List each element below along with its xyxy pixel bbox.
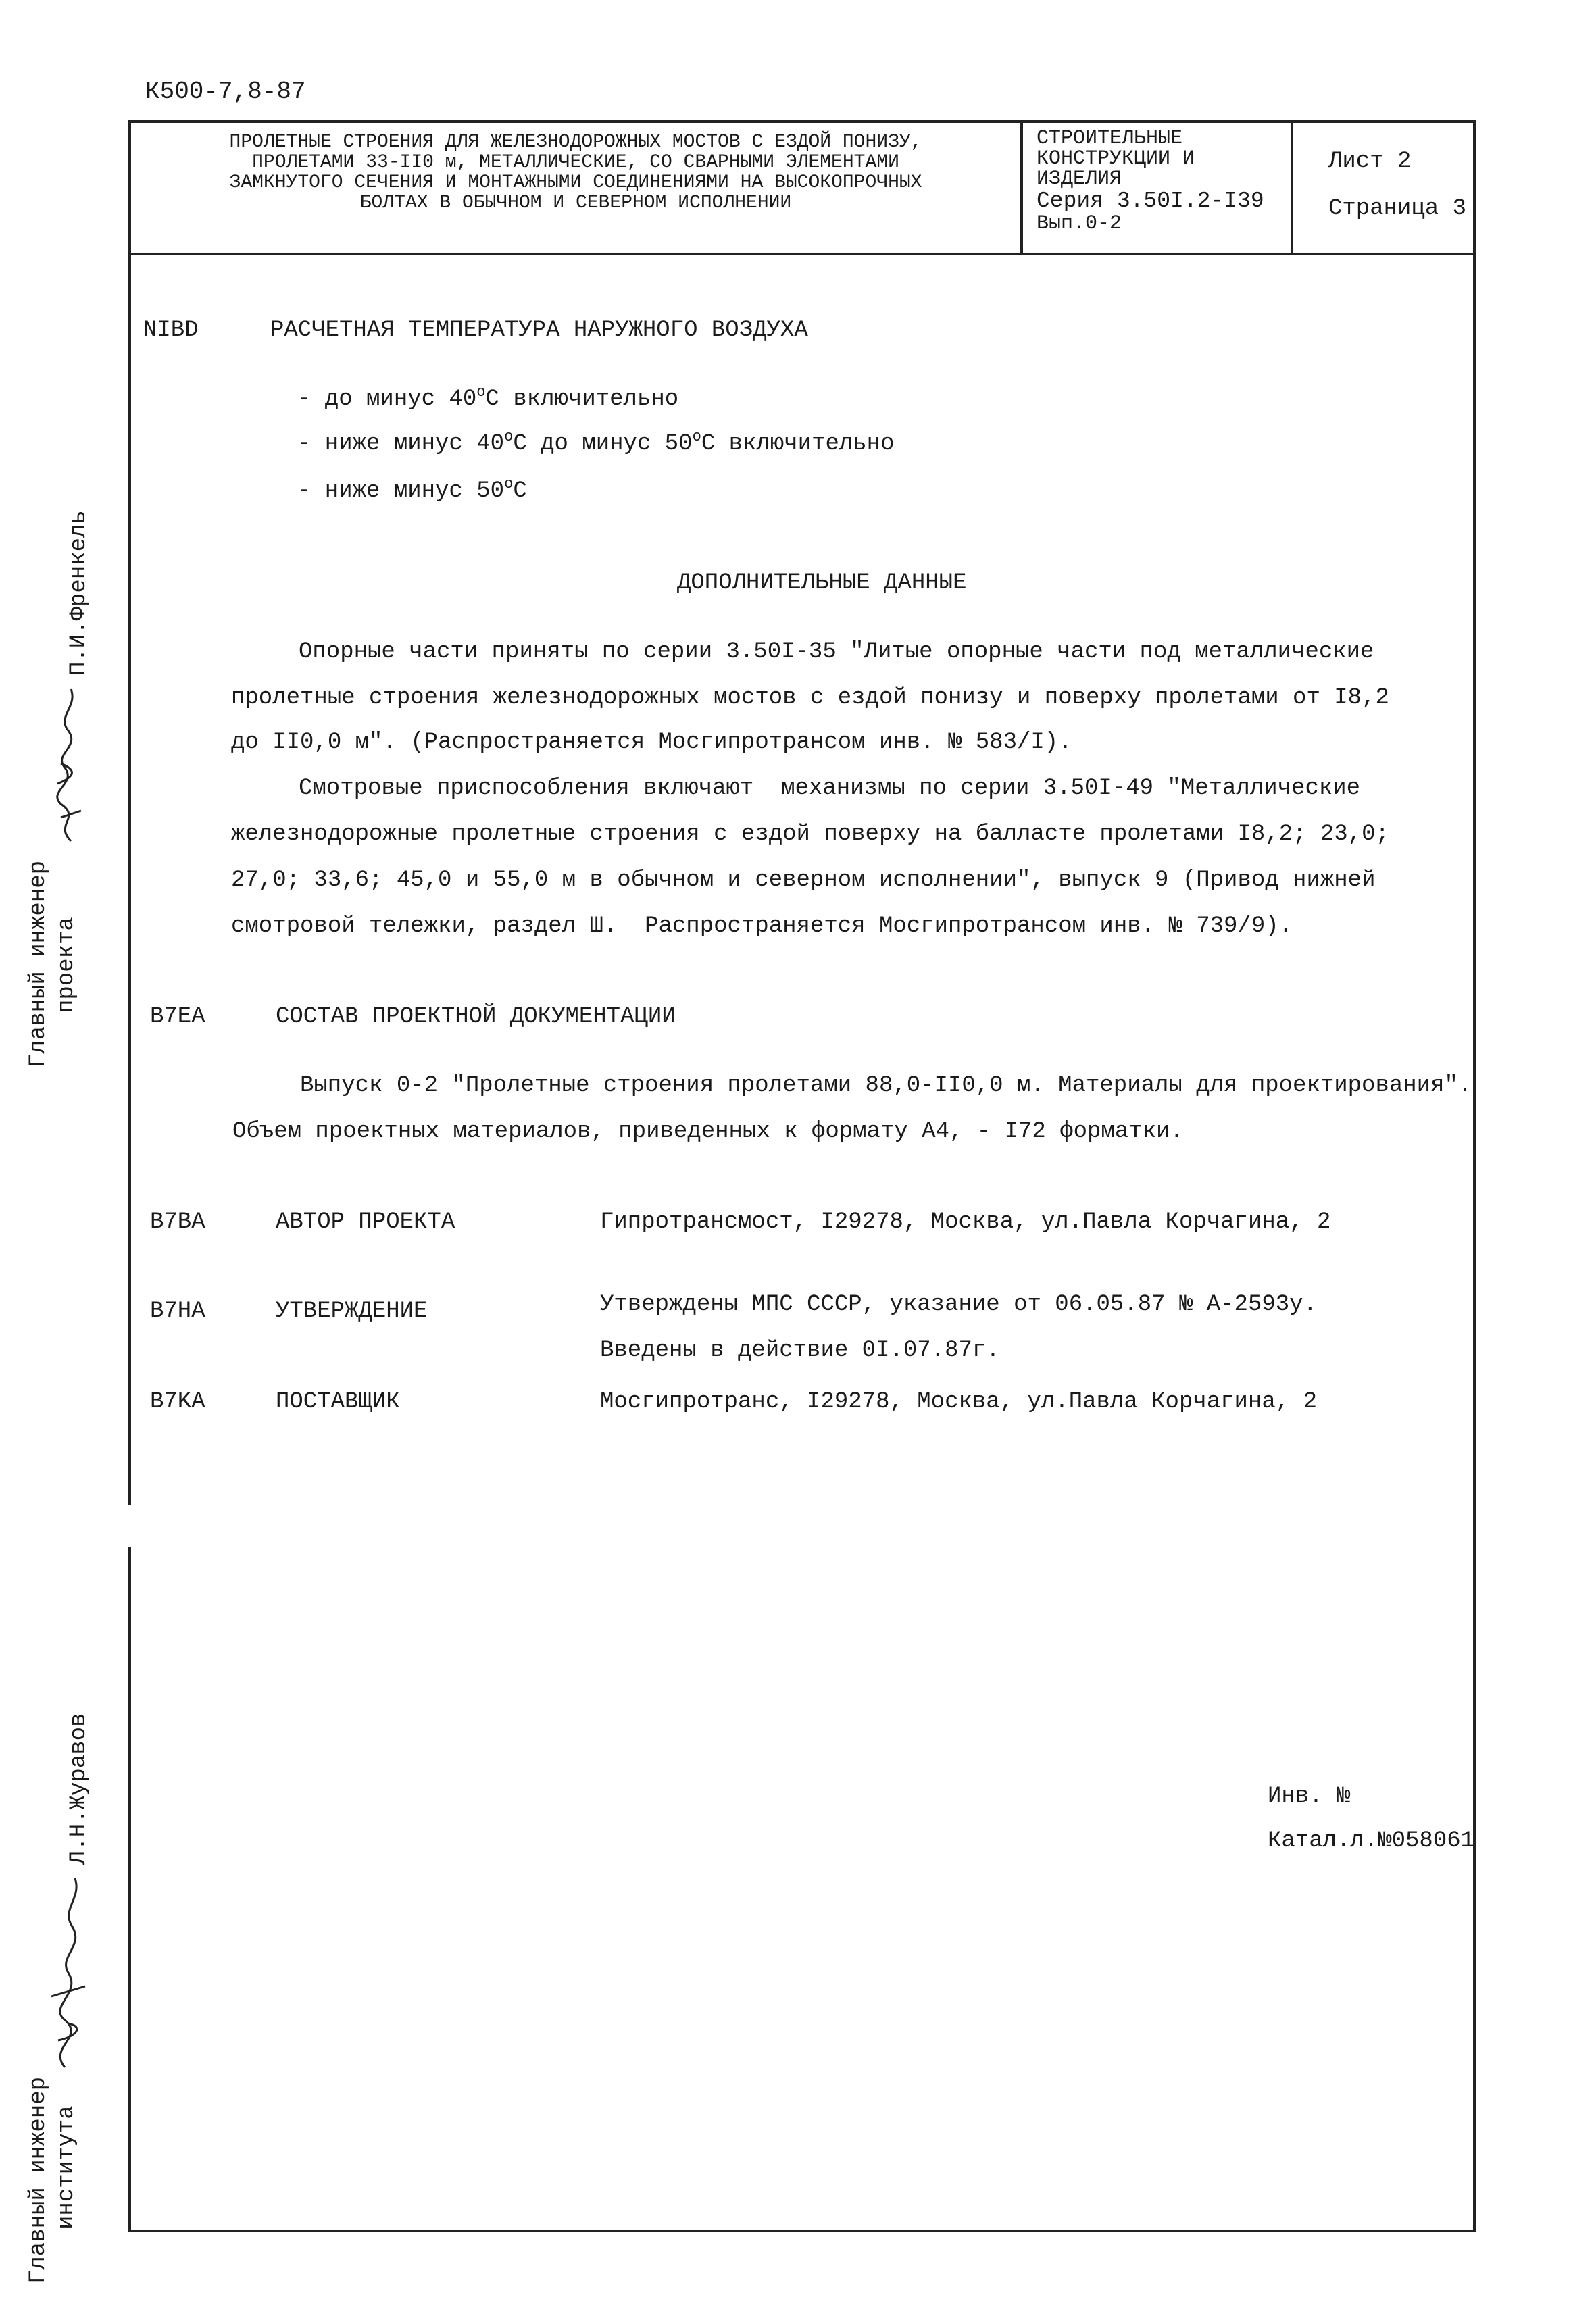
header-title-line: ПРОЛЕТНЫЕ СТРОЕНИЯ ДЛЯ ЖЕЛЕЗНОДОРОЖНЫХ МОСТОВ С ЕЗДОЙ ПОНИЗУ, [229, 132, 922, 153]
header-divider-1 [1020, 120, 1023, 254]
section-title-composition: СОСТАВ ПРОЕКТНОЙ ДОКУМЕНТАЦИИ [276, 1004, 676, 1030]
header-issue: Вып.0-2 [1037, 212, 1122, 235]
header-category-line: СТРОИТЕЛЬНЫЕ [1037, 127, 1183, 150]
paragraph-line: 27,0; 33,6; 45,0 и 55,0 м в обычном и северном исполнении", выпуск 9 (Привод нижней [231, 867, 1376, 893]
section-code: B7KA [150, 1389, 205, 1415]
sidebar-top-role: Главный инженер [26, 860, 51, 1067]
approval-value: Введены в действие 0I.07.87г. [600, 1338, 1000, 1363]
frame-right-line [1473, 120, 1476, 2231]
supplier-value: Мосгипротранс, I29278, Москва, ул.Павла Корчагина, 2 [600, 1389, 1317, 1415]
section-title-additional: ДОПОЛНИТЕЛЬНЫЕ ДАННЫЕ [677, 570, 967, 596]
header-category [1037, 128, 1287, 234]
section-title-author: АВТОР ПРОЕКТА [276, 1209, 455, 1235]
paragraph-line: пролетные строения железнодорожных мостов с ездой понизу и поверху пролетами от I8,2 [231, 685, 1389, 711]
paragraph-line: Опорные части приняты по серии 3.50I-35 "Литые опорные части под металлические [299, 639, 1374, 665]
paragraph-line: Смотровые приспособления включают механизмы по серии 3.50I-49 "Металлические [299, 776, 1361, 801]
sidebar-top-role2: проекта [54, 917, 80, 1013]
document-code: К500-7,8-87 [145, 78, 306, 105]
frame-header-bottom-line [128, 253, 1476, 255]
paragraph-line: железнодорожные пролетные строения с ездой поверху на балласте пролетами I8,2; 23,0; [231, 822, 1389, 847]
frame-bottom-line [128, 2230, 1476, 2232]
paragraph-line: Выпуск 0-2 "Пролетные строения пролетами 88,0-II0,0 м. Материалы для проектирования". [300, 1073, 1472, 1099]
sidebar-top-name: П.И.Френкель [66, 510, 92, 676]
sidebar-bottom-name: Л.Н.Журавов [66, 1713, 92, 1865]
section-title-approval: УТВЕРЖДЕНИЕ [276, 1299, 428, 1324]
page-number: Страница 3 [1328, 196, 1467, 222]
header-series: Серия 3.50I.2-I39 [1037, 188, 1264, 213]
sidebar-bottom-role: Главный инженер [26, 2076, 51, 2284]
catalog-number: Катал.л.№058061 [1268, 1828, 1475, 1854]
header-title [132, 132, 1019, 213]
approval-value: Утверждены МПС СССР, указание от 06.05.87 № А-2593у. [600, 1292, 1317, 1317]
signature-bottom [38, 1871, 99, 2074]
section-code: B7HA [150, 1299, 205, 1324]
temperature-item: - до минус $40^оС$ включительно [297, 383, 679, 412]
temperature-item: - ниже минус $40^оС$ до минус $50^оС$ включительно [297, 428, 895, 457]
header-category-line: КОНСТРУКЦИИ И [1037, 147, 1195, 170]
frame-top-line [128, 120, 1476, 123]
header-title-line: ЗАМКНУТОГО СЕЧЕНИЯ И МОНТАЖНЫМИ СОЕДИНЕНИЯМИ НА ВЫСОКОПРОЧНЫХ [229, 172, 922, 193]
inventory-label: Инв. № [1268, 1784, 1351, 1809]
paragraph-line: Объем проектных материалов, приведенных к формату А4, - I72 форматки. [232, 1119, 1184, 1145]
frame-left-line-lower [128, 1547, 131, 2231]
header-divider-2 [1291, 120, 1293, 254]
sidebar-bottom-role2: института [54, 2105, 80, 2230]
header-category-line: ИЗДЕЛИЯ [1037, 168, 1122, 191]
sheet-number: Лист 2 [1328, 149, 1412, 174]
paragraph-line: смотровой тележки, раздел Ш. Распространяется Мосгипротрансом инв. № 739/9). [231, 913, 1293, 939]
signature-top [41, 682, 95, 845]
section-code: NIBD [143, 318, 199, 343]
section-code: B7EA [150, 1004, 205, 1030]
frame-left-line-upper [128, 120, 131, 1505]
author-value: Гипротрансмост, I29278, Москва, ул.Павла Корчагина, 2 [600, 1209, 1331, 1235]
section-title-temperature: РАСЧЕТНАЯ ТЕМПЕРАТУРА НАРУЖНОГО ВОЗДУХА [270, 318, 808, 343]
section-code: B7BA [150, 1209, 205, 1235]
section-title-supplier: ПОСТАВЩИК [276, 1389, 400, 1415]
paragraph-line: до II0,0 м". (Распространяется Мосгипротрансом инв. № 583/I). [231, 730, 1072, 755]
temperature-item: - ниже минус $50^оС$ [297, 475, 527, 504]
header-title-line: ПРОЛЕТАМИ 33-II0 м, МЕТАЛЛИЧЕСКИЕ, СО СВАРНЫМИ ЭЛЕМЕНТАМИ [252, 152, 899, 173]
header-title-line: БОЛТАХ В ОБЫЧНОМ И СЕВЕРНОМ ИСПОЛНЕНИИ [359, 193, 792, 213]
